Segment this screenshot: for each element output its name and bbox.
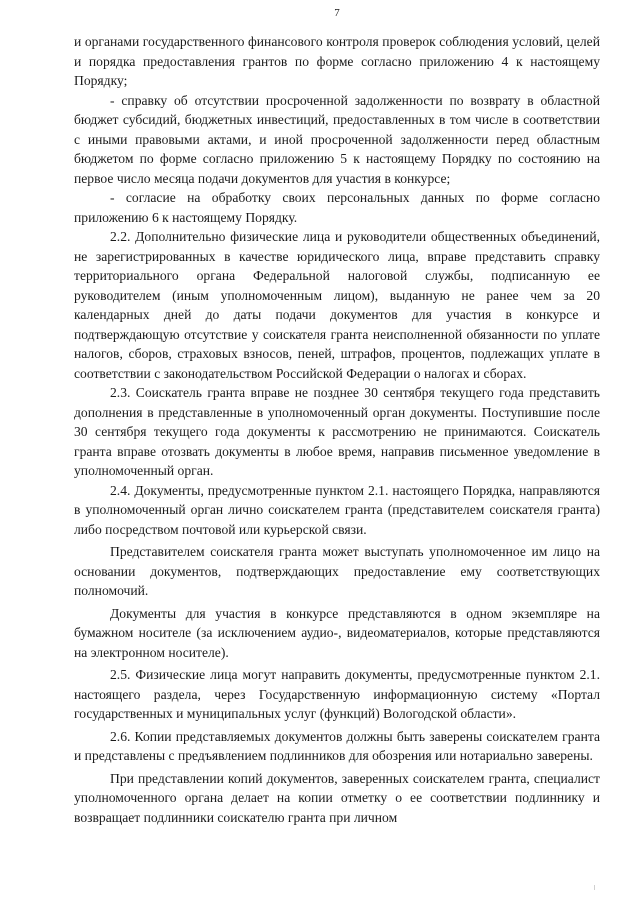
- paragraph: Документы для участия в конкурсе представляются в одном экземпляре на бумажном носителе (за исключением аудио-, видеоматериалов, которые представляются на электронном носителе).: [74, 605, 600, 660]
- paragraph: - согласие на обработку своих персональных данных по форме согласно приложению 6 к настоящему Порядку.: [74, 190, 600, 225]
- paragraph: 2.5. Физические лица могут направить документы, предусмотренные пунктом 2.1. настоящего раздела, через Государственную информационную систему «Портал государственных и муниципальных услуг (функций) Вологодской области».: [74, 667, 600, 721]
- paragraph: и органами государственного финансового контроля проверок соблюдения условий, целей и порядка предоставления грантов по форме согласно приложению 4 к настоящему Порядку;: [74, 34, 600, 88]
- paragraph: - справку об отсутствии просроченной задолженности по возврату в областной бюджет субсидий, бюджетных инвестиций, предоставленных в том числе в соответствии с иными правовыми актами, и иной просроченной задолженности перед областным бюджетом по форме согласно приложению 5 к настоящему Порядку по состоянию на первое число месяца подачи документов для участия в конкурсе;: [74, 92, 600, 186]
- paragraph: 2.4. Документы, предусмотренные пунктом 2.1. настоящего Порядка, направляются в уполномоченный орган лично соискателем гранта (представителем соискателя гранта) либо посредством почтовой или курьерской связи.: [74, 482, 600, 537]
- document-body: [74, 32, 600, 827]
- scan-mark: [594, 885, 595, 890]
- paragraph: 2.2. Дополнительно физические лица и руководители общественных объединений, не зарегистрированных в качестве юридического лица, вправе представить справку территориального органа Федеральной налоговой службы, подписанную ее руководителем (иным уполномоченным лицом), выданную не ранее чем за 20 календарных дней до даты подачи документов для участия в конкурсе и подтверждающую отсутствие у соискателя гранта неисполненной обязанности по уплате налогов, сборов, страховых взносов, пеней, штрафов, процентов, подлежащих уплате в соответствии с законодательством Российской Федерации о налогах и сборах.: [74, 229, 600, 381]
- paragraph: При представлении копий документов, заверенных соискателем гранта, специалист уполномоченного органа делает на копии отметку о ее соответствии подлиннику и возвращает подлинники соискателю гранта при личном: [74, 770, 600, 825]
- document-page: [74, 6, 600, 827]
- page-number: 7: [334, 7, 340, 19]
- paragraph: 2.3. Соискатель гранта вправе не позднее 30 сентября текущего года представить дополнения в представленные в уполномоченный орган документы. Поступившие после 30 сентября текущего года документы к рассмотрению не принимаются. Соискатель гранта вправе отозвать документы в любое время, направив письменное уведомление в уполномоченный орган.: [74, 385, 600, 478]
- paragraph: 2.6. Копии представляемых документов должны быть заверены соискателем гранта и представлены с предъявлением подлинников для обозрения или нотариально заверены.: [74, 728, 600, 763]
- paragraph: Представителем соискателя гранта может выступать уполномоченное им лицо на основании документов, подтверждающих предоставление ему соответствующих полномочий.: [74, 544, 600, 598]
